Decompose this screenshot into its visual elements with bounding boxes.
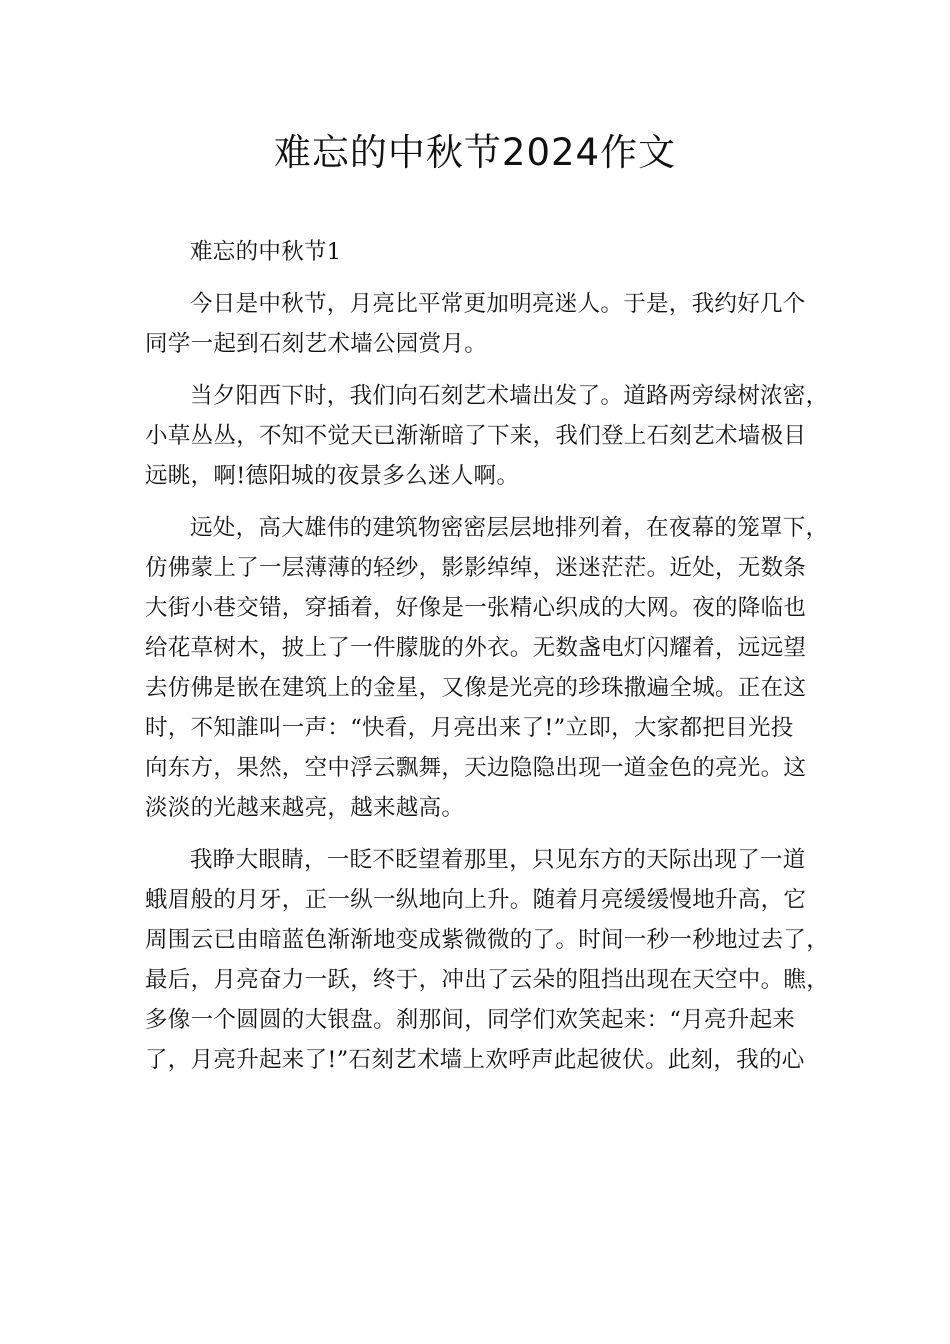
paragraph-line: 淡淡的光越来越亮，越来越高。 (145, 795, 465, 821)
paragraph-3 (145, 376, 829, 496)
paragraph-line: 周围云已由暗蓝色渐渐地变成紫微微的了。时间一秒一秒地过去了， (145, 927, 830, 953)
paragraph-line: 小草丛丛，不知不觉天已渐渐暗了下来，我们登上石刻艺术墙极目 (145, 423, 807, 449)
paragraph-line: 难忘的中秋节1 (190, 239, 342, 265)
paragraph-line: 仿佛蒙上了一层薄薄的轻纱，影影绰绰，迷迷茫茫。近处，无数条 (145, 555, 807, 581)
paragraph-line: 远处，高大雄伟的建筑物密密层层地排列着，在夜幕的笼罩下， (190, 515, 829, 541)
paragraph-line: 去仿佛是嵌在建筑上的金星，又像是光亮的珍珠撒遍全城。正在这 (145, 675, 807, 701)
paragraph-line: 当夕阳西下时，我们向石刻艺术墙出发了。道路两旁绿树浓密， (190, 383, 829, 409)
document-body (145, 232, 830, 1092)
paragraph-line: 向东方，果然，空中浮云飘舞，天边隐隐出现一道金色的亮光。这 (145, 755, 807, 781)
paragraph-5 (145, 840, 830, 1080)
paragraph-line: 时，不知誰叫一声：“快看，月亮出来了!”立即，大家都把目光投 (145, 715, 794, 741)
paragraph-line: 最后，月亮奋力一跃，终于，冲出了云朵的阻挡出现在天空中。瞧， (145, 967, 830, 993)
paragraph-line: 今日是中秋节，月亮比平常更加明亮迷人。于是，我约好几个 (190, 291, 806, 317)
paragraph-line: 我睁大眼睛，一眨不眨望着那里，只见东方的天际出现了一道 (190, 847, 806, 873)
paragraph-line: 大街小巷交错，穿插着，好像是一张精心织成的大网。夜的降临也 (145, 595, 807, 621)
paragraph-line: 了，月亮升起来了!”石刻艺术墙上欢呼声此起彼伏。此刻，我的心 (145, 1047, 805, 1073)
paragraph-line: 多像一个圆圆的大银盘。刹那间，同学们欢笑起来：“月亮升起来 (145, 1007, 796, 1033)
paragraph-line: 同学一起到石刻艺术墙公园赏月。 (145, 331, 488, 357)
document-title: 难忘的中秋节2024作文 (273, 131, 677, 174)
paragraph-4 (145, 508, 829, 828)
paragraph-2 (145, 284, 825, 364)
paragraph-1 (145, 232, 825, 272)
paragraph-line: 蛾眉般的月牙，正一纵一纵地向上升。随着月亮缓缓慢地升高，它 (145, 887, 807, 913)
paragraph-line: 远眺，啊!德阳城的夜景多么迷人啊。 (145, 463, 520, 489)
paragraph-line: 给花草树木，披上了一件朦胧的外衣。无数盏电灯闪耀着，远远望 (145, 635, 807, 661)
